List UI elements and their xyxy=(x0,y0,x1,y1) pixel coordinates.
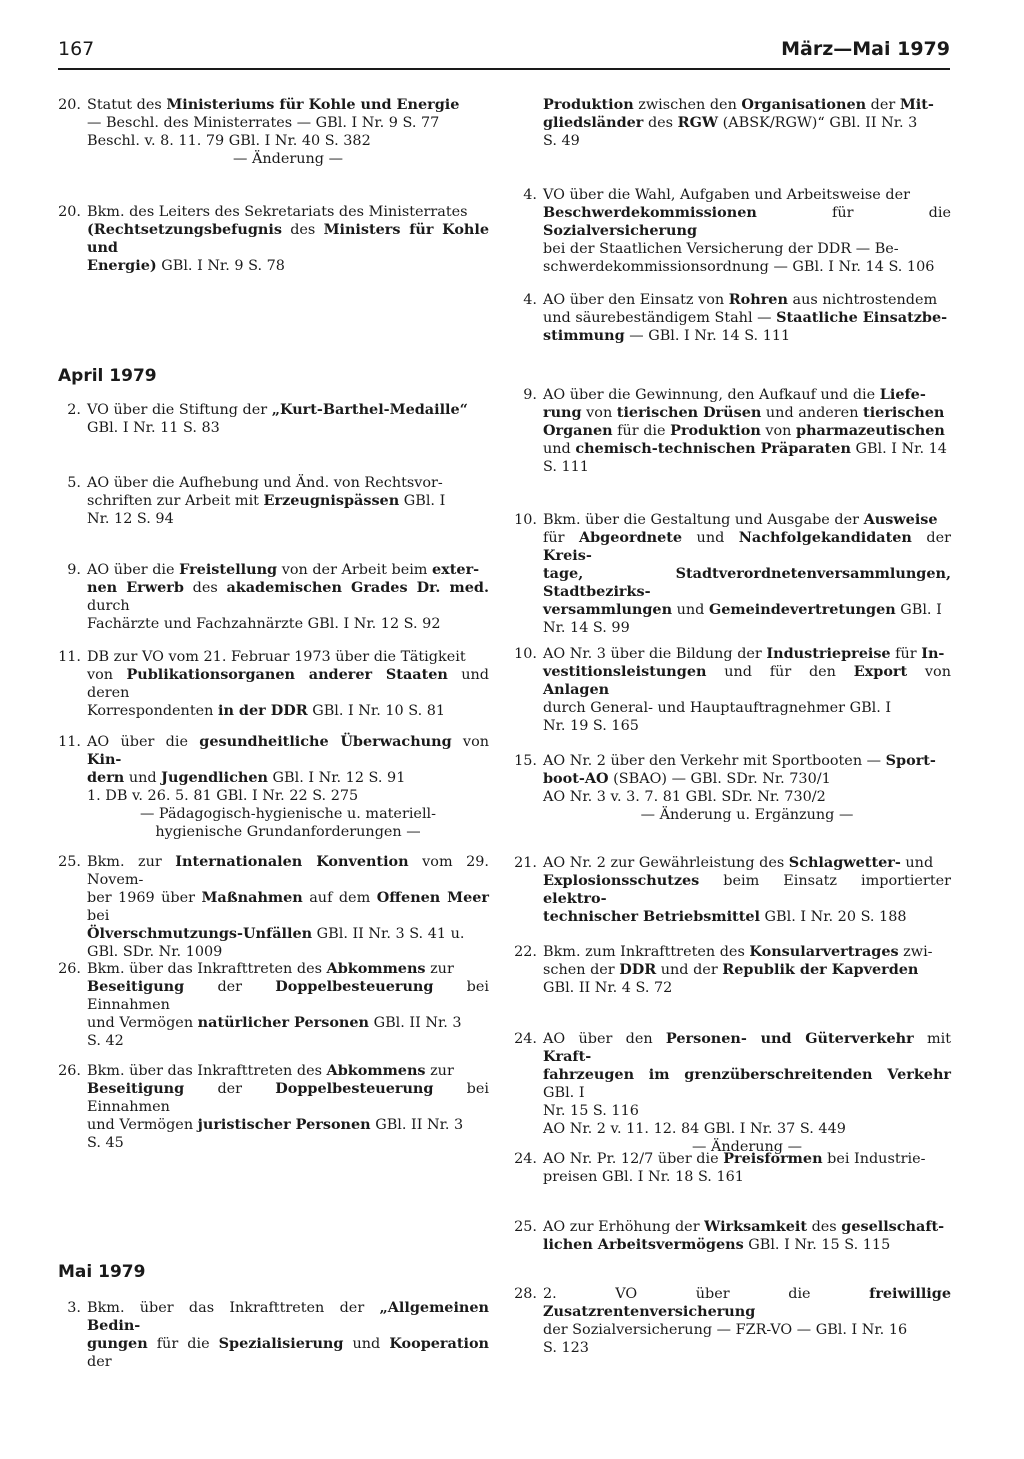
list-entry xyxy=(523,291,951,345)
entry-text: ber 1969 über xyxy=(87,890,202,906)
entry-text: AO Nr. Pr. 12/7 über die xyxy=(543,1151,724,1167)
entry-line xyxy=(543,458,951,476)
bold-term: Doppelbesteuerung xyxy=(275,978,434,995)
bold-term: gliedsländer xyxy=(543,114,644,131)
bold-term: stimmung xyxy=(543,327,625,344)
entry-text: zwischen den xyxy=(633,97,742,113)
entry-line xyxy=(543,788,951,806)
bold-term: Schlagwetter- xyxy=(788,854,901,871)
bold-term: rung xyxy=(543,404,582,421)
entry-text: GBl. I Nr. 9 S. 78 xyxy=(156,258,285,274)
entry-text: AO über die xyxy=(87,734,200,750)
bold-term: Doppelbesteuerung xyxy=(275,1080,434,1097)
entry-text: Statut des xyxy=(87,97,167,113)
entry-text: von xyxy=(451,734,489,750)
entry-line xyxy=(543,309,951,327)
entry-text: GBl. I Nr. 20 S. 188 xyxy=(759,909,907,925)
entry-line xyxy=(543,645,951,663)
entry-text: GBl. I xyxy=(399,493,446,509)
entry-text: der xyxy=(184,1081,276,1097)
entry-text: Nr. 15 S. 116 xyxy=(543,1103,639,1119)
entry-text: Nr. 14 S. 99 xyxy=(543,620,630,636)
entry-text: S. 123 xyxy=(543,1340,589,1356)
entry-text: GBl. I xyxy=(543,1085,585,1101)
entry-line xyxy=(543,240,951,258)
entry-day: 2. xyxy=(67,402,81,418)
bold-term: Beseitigung xyxy=(87,978,185,995)
page-number: 167 xyxy=(58,38,95,60)
list-entry xyxy=(514,752,951,824)
bold-term: Kreis- xyxy=(543,547,592,564)
running-head: März—Mai 1979 xyxy=(781,38,950,60)
bold-term: Kin- xyxy=(87,751,122,768)
bold-term: DDR xyxy=(619,961,657,978)
entry-text: S. 111 xyxy=(543,459,589,475)
entry-text: GBl. II Nr. 3 S. 41 u. xyxy=(312,926,465,942)
bold-term: Gemeindevertretungen xyxy=(708,601,896,618)
bold-term: in der DDR xyxy=(217,702,308,719)
bold-term: Produktion xyxy=(543,96,634,113)
bold-term: Konsularvertrages xyxy=(749,943,899,960)
entry-day: 26. xyxy=(58,1063,81,1079)
bold-term: Freistellung xyxy=(179,561,278,578)
bold-term: Preisformen xyxy=(723,1150,823,1167)
month-heading-april: April 1979 xyxy=(58,366,157,386)
entry-text: bei Einnahmen xyxy=(87,979,489,1013)
entry-line xyxy=(543,258,951,276)
entry-day: 20. xyxy=(58,204,81,220)
bold-term: Mit- xyxy=(899,96,934,113)
bold-term: elektro- xyxy=(543,890,607,907)
entry-line xyxy=(543,1066,951,1102)
entry-text: und xyxy=(124,770,162,786)
entry-text: Bkm. über das Inkrafttreten des xyxy=(87,1063,327,1079)
bold-term: In- xyxy=(921,645,945,662)
entry-text: GBl. II Nr. 3 xyxy=(370,1117,464,1133)
list-entry xyxy=(514,1030,952,1156)
entry-day: 25. xyxy=(58,854,81,870)
entry-text: und xyxy=(343,1336,390,1352)
entry-text: AO Nr. 2 v. 11. 12. 84 GBl. I Nr. 37 S. 449 xyxy=(543,1121,846,1137)
month-heading-mai: Mai 1979 xyxy=(58,1262,146,1282)
entry-text: — Änderung — xyxy=(692,1139,802,1155)
entry-day: 5. xyxy=(67,475,81,491)
entry-text: und xyxy=(682,530,739,546)
entry-text: AO über die Aufhebung und Änd. von Rechtsvor- xyxy=(87,475,443,491)
bold-term: nen Erwerb xyxy=(87,579,184,596)
entry-text: GBl. I Nr. 12 S. 91 xyxy=(267,770,406,786)
entry-day: 24. xyxy=(514,1031,537,1047)
bold-term: Abkommens xyxy=(326,1062,426,1079)
entry-line xyxy=(543,132,951,150)
entry-day: 10. xyxy=(514,512,537,528)
entry-day: 9. xyxy=(523,387,537,403)
entry-text: Beschl. v. 8. 11. 79 GBl. I Nr. 40 S. 382 xyxy=(87,133,371,149)
bold-term: Offenen Meer xyxy=(376,889,489,906)
entry-text: DB zur VO vom 21. Februar 1973 über die Tätigkeit xyxy=(87,649,466,665)
bold-term: Beschwerdekommissionen xyxy=(543,204,757,221)
bold-term: (Rechtsetzungsbefugnis xyxy=(87,221,282,238)
entry-text: durch xyxy=(87,598,130,614)
entry-line xyxy=(543,770,951,788)
bold-term: Erzeugnispässen xyxy=(263,492,400,509)
entry-line xyxy=(543,908,951,926)
entry-text: vom 29. Novem- xyxy=(87,854,489,888)
entry-text: VO über die Stiftung der xyxy=(87,402,272,418)
entry-line xyxy=(543,601,951,619)
entry-line xyxy=(543,291,951,309)
bold-term: Ölverschmutzungs-Unfällen xyxy=(87,925,313,942)
list-entry xyxy=(523,386,951,476)
list-entry xyxy=(514,1285,951,1357)
entry-text: und anderen xyxy=(761,405,864,421)
entry-text: GBl. I xyxy=(895,602,942,618)
entry-text: der xyxy=(184,979,276,995)
entry-text: — Pädagogisch-hygienische u. materiell- xyxy=(139,806,437,822)
list-entry xyxy=(543,96,951,150)
entry-text: 1. DB v. 26. 5. 81 GBl. I Nr. 22 S. 275 xyxy=(87,788,359,804)
entry-text: zwi- xyxy=(898,944,933,960)
entry-text: der Sozialversicherung — FZR-VO — GBl. I Nr. 16 xyxy=(543,1322,908,1338)
list-entry xyxy=(514,645,951,735)
entry-day: 26. xyxy=(58,961,81,977)
entry-text: preisen GBl. I Nr. 18 S. 161 xyxy=(543,1169,744,1185)
entry-line xyxy=(543,1339,951,1357)
bold-term: boot-AO xyxy=(543,770,609,787)
entry-text: VO über die Wahl, Aufgaben und Arbeitsweise der xyxy=(543,187,910,203)
bold-term: chemisch-technischen Präparaten xyxy=(575,440,851,457)
entry-text: (ABSK/RGW)“ GBl. II Nr. 3 xyxy=(718,115,918,131)
entry-text: schwerdekommissionsordnung — GBl. I Nr. 14 S. 106 xyxy=(543,259,935,275)
bold-term: Explosionsschutzes xyxy=(543,872,700,889)
entry-text: schen der xyxy=(543,962,620,978)
entry-text: der xyxy=(911,530,951,546)
entry-text: für die xyxy=(147,1336,219,1352)
entry-line xyxy=(543,204,951,240)
entry-text: 2. VO über die xyxy=(543,1286,870,1302)
entry-text: AO über den xyxy=(543,1031,666,1047)
bold-term: pharmazeutischen xyxy=(796,422,945,439)
bold-term: Organisationen xyxy=(741,96,867,113)
entry-text: bei Industrie- xyxy=(822,1151,926,1167)
entry-line xyxy=(543,422,951,440)
entry-day: 10. xyxy=(514,646,537,662)
entry-text: S. 45 xyxy=(87,1135,124,1151)
bold-term: Ausweise xyxy=(863,511,938,528)
entry-text: von der Arbeit beim xyxy=(277,562,433,578)
bold-term: Abkommens xyxy=(326,960,426,977)
bold-term: exter- xyxy=(432,561,480,578)
entry-text: aus nichtrostendem xyxy=(787,292,938,308)
bold-term: RGW xyxy=(677,114,719,131)
entry-line xyxy=(543,529,951,565)
entry-text: bei der Staatlichen Versicherung der DDR — Be- xyxy=(543,241,899,257)
bold-term: gesundheitliche Überwachung xyxy=(199,733,452,750)
entry-text: GBl. II Nr. 4 S. 72 xyxy=(543,980,673,996)
bold-term: tage, Stadtverordnetenversammlungen, Stadtbezirks- xyxy=(543,565,951,600)
bold-term: Liefe- xyxy=(879,386,926,403)
entry-text: der xyxy=(87,1354,112,1370)
entry-text: des xyxy=(183,580,227,596)
entry-day: 3. xyxy=(67,1300,81,1316)
entry-text: und xyxy=(543,441,576,457)
entry-text: Bkm. über das Inkrafttreten der xyxy=(87,1300,380,1316)
entry-text: GBl. I Nr. 11 S. 83 xyxy=(87,420,220,436)
list-entry xyxy=(514,943,951,997)
entry-text: GBl. I Nr. 15 S. 115 xyxy=(743,1237,891,1253)
entry-text: zur xyxy=(425,961,454,977)
entry-line xyxy=(543,699,951,717)
entry-line xyxy=(543,1150,951,1168)
entry-line xyxy=(543,511,951,529)
entry-text: Fachärzte und Fachzahnärzte GBl. I Nr. 12 S. 92 xyxy=(87,616,441,632)
list-entry xyxy=(514,1150,951,1186)
bold-term: Produktion xyxy=(670,422,761,439)
bold-term: juristischer Personen xyxy=(197,1116,371,1133)
entry-line xyxy=(543,1102,951,1120)
entry-text: — Änderung u. Ergänzung — xyxy=(640,807,854,823)
entry-text: AO über die xyxy=(87,562,180,578)
entry-text: Nr. 19 S. 165 xyxy=(543,718,639,734)
entry-day: 24. xyxy=(514,1151,537,1167)
bold-term: Ministers für Kohle und xyxy=(87,221,489,256)
bold-term: akademischen Grades Dr. med. xyxy=(226,579,489,596)
entry-line xyxy=(543,943,951,961)
bold-term: vestitionsleistungen xyxy=(543,663,707,680)
bold-term: Kraft- xyxy=(543,1048,592,1065)
bold-term: Organen xyxy=(543,422,613,439)
entry-text: für die xyxy=(612,423,671,439)
entry-text: beim Einsatz importierter xyxy=(699,873,951,889)
bold-term: Internationalen Konvention xyxy=(175,853,409,870)
entry-text: Bkm. zur xyxy=(87,854,176,870)
entry-text: Korrespondenten xyxy=(87,703,218,719)
entry-line xyxy=(543,752,951,770)
entry-line xyxy=(543,854,951,872)
bold-term: tierischen Drüsen xyxy=(616,404,762,421)
bold-term: fahrzeugen im grenzüberschreitenden Verkehr xyxy=(543,1066,951,1083)
entry-line xyxy=(543,1218,951,1236)
list-entry xyxy=(514,511,951,637)
entry-day: 20. xyxy=(58,97,81,113)
entry-day: 4. xyxy=(523,187,537,203)
bold-term: Industriepreise xyxy=(766,645,891,662)
entry-line xyxy=(543,663,951,699)
entry-text: — Beschl. des Ministerrates — GBl. I Nr. 9 S. 77 xyxy=(87,115,440,131)
entry-text: und xyxy=(900,855,934,871)
entry-day: 21. xyxy=(514,855,537,871)
entry-text: Bkm. zum Inkrafttreten des xyxy=(543,944,750,960)
entry-text: Bkm. über die Gestaltung und Ausgabe der xyxy=(543,512,864,528)
entry-line xyxy=(543,806,951,824)
entry-text: des xyxy=(281,222,324,238)
entry-text: Bkm. über das Inkrafttreten des xyxy=(87,961,327,977)
bold-term: versammlungen xyxy=(543,601,673,618)
entry-text: von xyxy=(907,664,951,680)
entry-text: Bkm. des Leiters des Sekretariats des Ministerrates xyxy=(87,204,468,220)
entry-line xyxy=(543,1030,951,1066)
entry-text: — GBl. I Nr. 14 S. 111 xyxy=(624,328,791,344)
entry-line xyxy=(543,565,951,601)
entry-text: von xyxy=(581,405,617,421)
entry-text: AO Nr. 3 über die Bildung der xyxy=(543,646,767,662)
entry-text: und für den xyxy=(706,664,854,680)
bold-term: Maßnahmen xyxy=(201,889,303,906)
entry-line xyxy=(543,1168,951,1186)
entry-text: bei Einnahmen xyxy=(87,1081,489,1115)
entry-text: S. 42 xyxy=(87,1033,124,1049)
list-entry xyxy=(514,854,951,926)
entry-day: 15. xyxy=(514,753,537,769)
entry-line xyxy=(543,404,951,422)
entry-text: GBl. II Nr. 3 xyxy=(369,1015,462,1031)
entry-text: und deren xyxy=(87,667,490,701)
entry-text: für die xyxy=(756,205,951,221)
entry-text: und Vermögen xyxy=(87,1117,198,1133)
bold-term: gungen xyxy=(87,1335,148,1352)
bold-term: technischer Betriebsmittel xyxy=(543,908,760,925)
entry-text: zur xyxy=(425,1063,454,1079)
entry-text: GBl. I Nr. 14 xyxy=(850,441,947,457)
entry-line xyxy=(543,619,951,637)
entry-day: 28. xyxy=(514,1286,537,1302)
entry-text: AO über die Gewinnung, den Aufkauf und die xyxy=(543,387,880,403)
bold-term: freiwillige Zusatzrentenversicherung xyxy=(543,1285,951,1320)
bold-term: Export xyxy=(853,663,908,680)
entry-text: AO zur Erhöhung der xyxy=(543,1219,705,1235)
entry-text: AO über den Einsatz von xyxy=(543,292,729,308)
entry-line xyxy=(543,440,951,458)
entry-line xyxy=(543,1321,951,1339)
bold-term: Spezialisierung xyxy=(218,1335,344,1352)
entry-text: — Änderung — xyxy=(233,151,343,167)
list-entry xyxy=(523,186,951,276)
entry-text: für xyxy=(890,646,922,662)
bold-term: Abgeordnete xyxy=(578,529,683,546)
entry-line xyxy=(543,96,951,114)
entry-day: 22. xyxy=(514,944,537,960)
bold-term: Nachfolgekandidaten xyxy=(738,529,912,546)
entry-line xyxy=(543,1120,951,1138)
bold-term: Beseitigung xyxy=(87,1080,185,1097)
entry-line xyxy=(543,979,951,997)
entry-text: S. 49 xyxy=(543,133,580,149)
bold-term: Jugendlichen xyxy=(161,769,268,786)
entry-text: bei xyxy=(87,908,110,924)
bold-term: lichen Arbeitsvermögens xyxy=(543,1236,744,1253)
entry-text: auf dem xyxy=(302,890,377,906)
entry-day: 11. xyxy=(58,649,81,665)
bold-term: Republik der Kapverden xyxy=(722,961,919,978)
entry-day: 4. xyxy=(523,292,537,308)
entry-text: und Vermögen xyxy=(87,1015,198,1031)
entry-text: (SBAO) — GBl. SDr. Nr. 730/1 xyxy=(608,771,831,787)
bold-term: Staatliche Einsatzbe- xyxy=(776,309,948,326)
bold-term: Publikationsorganen anderer Staaten xyxy=(126,666,448,683)
entry-line xyxy=(543,386,951,404)
entry-line xyxy=(543,717,951,735)
bold-term: dern xyxy=(87,769,125,786)
entry-day: 9. xyxy=(67,562,81,578)
bold-term: Ministeriums für Kohle und Energie xyxy=(166,96,460,113)
bold-term: Sport- xyxy=(885,752,936,769)
entry-line xyxy=(543,961,951,979)
entry-text: von xyxy=(87,667,127,683)
bold-term: Rohren xyxy=(728,291,788,308)
bold-term: Sozialversicherung xyxy=(543,222,698,239)
bold-term: „Allgemeinen Bedin- xyxy=(87,1299,489,1334)
entry-text: mit xyxy=(913,1031,952,1047)
bold-term: Wirksamkeit xyxy=(704,1218,807,1235)
entry-day: 11. xyxy=(58,734,81,750)
bold-term: „Kurt-Barthel-Medaille“ xyxy=(271,401,468,418)
entry-line xyxy=(543,327,951,345)
entry-line xyxy=(543,1236,951,1254)
entry-line xyxy=(543,114,951,132)
entry-text: für xyxy=(543,530,579,546)
entry-text: und säurebeständigem Stahl — xyxy=(543,310,777,326)
entry-line xyxy=(543,186,951,204)
entry-text: von xyxy=(760,423,797,439)
entry-text: GBl. I Nr. 10 S. 81 xyxy=(307,703,446,719)
entry-text: und der xyxy=(656,962,723,978)
bold-term: tierischen xyxy=(863,404,945,421)
entry-text: GBl. SDr. Nr. 1009 xyxy=(87,944,223,960)
entry-text: AO Nr. 2 zur Gewährleistung des xyxy=(543,855,789,871)
entry-text: durch General- und Hauptauftragnehmer GBl. I xyxy=(543,700,892,716)
bold-term: Energie) xyxy=(87,257,157,274)
list-entry xyxy=(514,1218,951,1254)
bold-term: Anlagen xyxy=(543,681,610,698)
entry-day: 25. xyxy=(514,1219,537,1235)
bold-term: Personen- und Güterverkehr xyxy=(665,1030,914,1047)
entry-text: des xyxy=(643,115,678,131)
entry-text: hygienische Grundanforderungen — xyxy=(155,824,421,840)
entry-text: des xyxy=(807,1219,842,1235)
entry-text: Nr. 12 S. 94 xyxy=(87,511,174,527)
entry-line xyxy=(543,872,951,908)
entry-text: AO Nr. 2 über den Verkehr mit Sportbooten — xyxy=(543,753,886,769)
entry-text: der xyxy=(866,97,900,113)
entry-text: AO Nr. 3 v. 3. 7. 81 GBl. SDr. Nr. 730/2 xyxy=(543,789,826,805)
bold-term: Kooperation xyxy=(389,1335,489,1352)
entry-text: schriften zur Arbeit mit xyxy=(87,493,264,509)
bold-term: natürlicher Personen xyxy=(197,1014,370,1031)
entry-text: und xyxy=(672,602,709,618)
entry-line xyxy=(543,1285,951,1321)
bold-term: gesellschaft- xyxy=(841,1218,945,1235)
